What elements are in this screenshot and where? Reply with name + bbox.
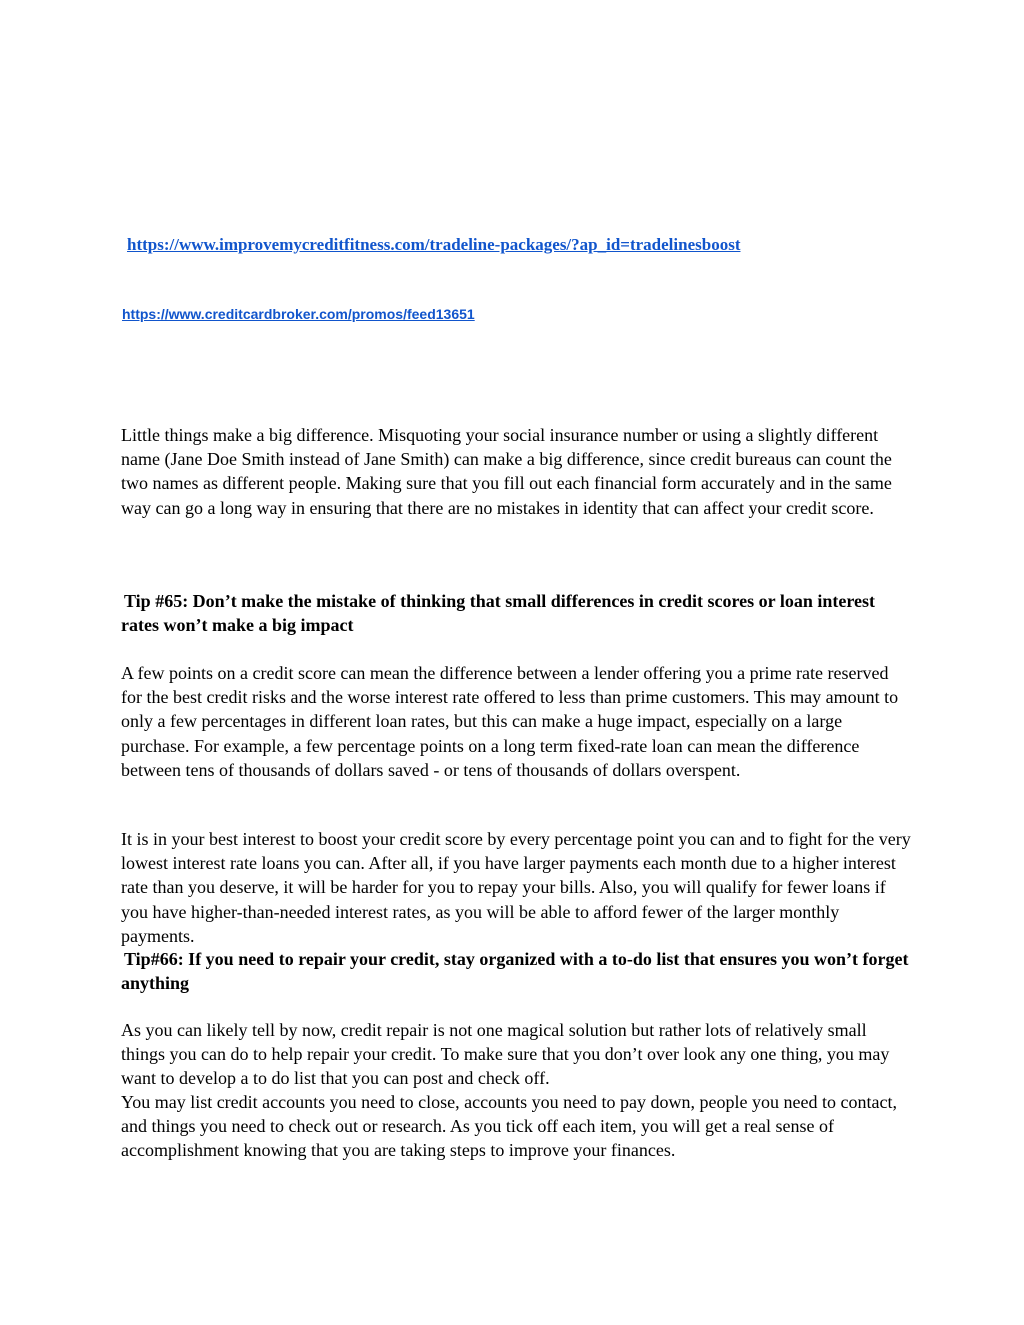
- tip-66-paragraph-1: As you can likely tell by now, credit repair is not one magical solution but rather lots of relatively small things you can do to help repair your credit. To make sure that you don’t over look any one thing, you may want to develop a to do list that you can post and check off.: [121, 1020, 890, 1089]
- tip-65-heading: Tip #65: Don’t make the mistake of thinking that small differences in credit scores or loan interest rates won’t make a big impact: [121, 591, 875, 635]
- tip-66-heading: Tip#66: If you need to repair your credit, stay organized with a to-do list that ensures you won’t forget anything: [121, 949, 909, 993]
- paragraph-little-things: Little things make a big difference. Misquoting your social insurance number or using a slightly different name (Jane Doe Smith instead of Jane Smith) can make a big difference, since credit bureaus can count the two names as different people. Making sure that you fill out each financial form accurately and in the same way can go a long way in ensuring that there are no mistakes in identity that can affect your credit score.: [121, 425, 892, 518]
- tip-65-paragraph-2: It is in your best interest to boost your credit score by every percentage point you can and to fight for the very lowest interest rate loans you can. After all, if you have larger payments each month due to a higher interest rate than you deserve, it will be harder for you to repay your bills. Also, you will qualify for fewer loans if you have higher-than-needed interest rates, as you will be able to afford fewer of the larger monthly payments.: [121, 829, 911, 946]
- tradeline-packages-link[interactable]: https://www.improvemycreditfitness.com/tradeline-packages/?ap_id=tradelinesboost: [127, 235, 741, 254]
- tip-65-paragraph-1: A few points on a credit score can mean the difference between a lender offering you a prime rate reserved for the best credit risks and the worse interest rate offered to less than prime customers. This may amount to only a few percentages in different loan rates, but this can make a huge impact, especially on a large purchase. For example, a few percentage points on a long term fixed-rate loan can mean the difference between tens of thousands of dollars saved - or tens of thousands of dollars overspent.: [121, 663, 899, 780]
- credit-card-broker-link[interactable]: https://www.creditcardbroker.com/promos/feed13651: [122, 306, 475, 322]
- tip-66-paragraph-2: You may list credit accounts you need to close, accounts you need to pay down, people you need to contact, and things you need to check out or research. As you tick off each item, you will get a real sense of accomplishment knowing that you are taking steps to improve your finances.: [121, 1092, 897, 1161]
